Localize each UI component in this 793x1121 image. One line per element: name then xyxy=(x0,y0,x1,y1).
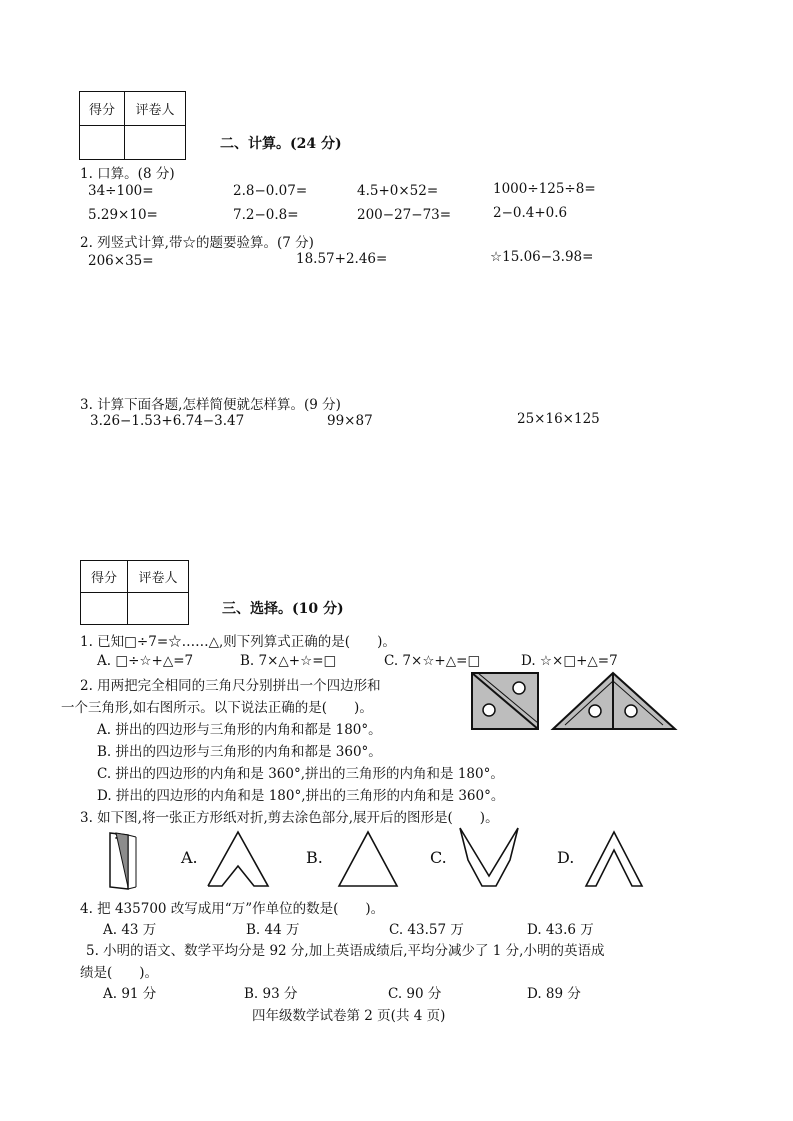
s2-q3-title: 3. 计算下面各题,怎样简便就怎样算。(9 分) xyxy=(80,397,341,413)
s3-q5-option-d: D. 89 分 xyxy=(527,986,581,1002)
s3-q3-stem: 3. 如下图,将一张正方形纸对折,剪去涂色部分,展开后的图形是( )。 xyxy=(80,810,499,826)
s3-q1-option-b: B. 7×△+☆=□ xyxy=(240,653,337,669)
s2-q1-item: 2.8−0.07= xyxy=(233,183,308,199)
page-footer: 四年级数学试卷第 2 页(共 4 页) xyxy=(252,1008,446,1024)
grader-header: 评卷人 xyxy=(128,561,189,593)
s3-q1-option-a: A. □÷☆+△=7 xyxy=(97,653,194,669)
score-table-section3 xyxy=(80,560,189,625)
s3-q5-option-c: C. 90 分 xyxy=(388,986,442,1002)
section3-title: 三、选择。(10 分) xyxy=(222,601,344,617)
s3-q4-option-a: A. 43 万 xyxy=(103,922,157,938)
s3-q4-option-b: B. 44 万 xyxy=(246,922,300,938)
s3-q2-option-d: D. 拼出的四边形的内角和是 180°,拼出的三角形的内角和是 360°。 xyxy=(97,788,505,804)
s3-q4-option-d: D. 43.6 万 xyxy=(527,922,594,938)
s2-q2-item: 206×35= xyxy=(88,253,154,269)
s2-q3-item: 3.26−1.53+6.74−3.47 xyxy=(90,413,245,429)
s2-q2-item: ☆15.06−3.98= xyxy=(490,249,594,265)
grader-cell xyxy=(125,126,186,160)
s3-q1-stem: 1. 已知□÷7=☆……△,则下列算式正确的是( )。 xyxy=(80,634,396,650)
s3-q2-option-c: C. 拼出的四边形的内角和是 360°,拼出的三角形的内角和是 180°。 xyxy=(97,766,504,782)
s3-q2-option-b: B. 拼出的四边形与三角形的内角和都是 360°。 xyxy=(97,744,382,760)
score-table-section2 xyxy=(79,91,186,160)
quadrilateral-figure xyxy=(470,671,540,731)
grader-header: 评卷人 xyxy=(125,92,186,126)
option-d-shape xyxy=(584,830,644,888)
option-a-shape xyxy=(206,830,270,888)
s2-q1-item: 1000÷125÷8= xyxy=(493,181,596,197)
s3-q5-stem-line2: 绩是( )。 xyxy=(80,965,159,981)
grader-cell xyxy=(128,593,189,625)
score-header: 得分 xyxy=(80,92,125,126)
s2-q1-item: 7.2−0.8= xyxy=(233,207,299,223)
s3-q3-label-a: A. xyxy=(181,848,198,867)
s3-q4-stem: 4. 把 435700 改写成用“万”作单位的数是( )。 xyxy=(80,901,385,917)
s2-q1-item: 34÷100= xyxy=(88,183,154,199)
s3-q4-option-c: C. 43.57 万 xyxy=(389,922,464,938)
s3-q2-stem-line1: 2. 用两把完全相同的三角尺分别拼出一个四边形和 xyxy=(80,678,381,694)
option-b-shape xyxy=(337,830,399,888)
s3-q2-option-a: A. 拼出的四边形与三角形的内角和都是 180°。 xyxy=(97,722,382,738)
s2-q3-item: 99×87 xyxy=(327,413,373,429)
s2-q1-item: 200−27−73= xyxy=(357,207,452,223)
section2-title: 二、计算。(24 分) xyxy=(220,136,342,152)
s2-q1-title: 1. 口算。(8 分) xyxy=(80,166,175,182)
s3-q3-label-c: C. xyxy=(430,848,447,867)
s3-q1-option-c: C. 7×☆+△=□ xyxy=(384,653,481,669)
s3-q2-stem-line2: 一个三角形,如右图所示。以下说法正确的是( )。 xyxy=(61,700,373,716)
s2-q3-item: 25×16×125 xyxy=(517,411,600,427)
score-cell xyxy=(81,593,128,625)
option-c-shape xyxy=(456,826,522,890)
s2-q1-item: 2−0.4+0.6 xyxy=(493,205,568,221)
s2-q1-item: 5.29×10= xyxy=(88,207,158,223)
s2-q2-item: 18.57+2.46= xyxy=(296,251,388,267)
triangle-figure xyxy=(551,671,677,731)
folded-paper-figure xyxy=(106,831,142,891)
s2-q1-item: 4.5+0×52= xyxy=(357,183,439,199)
s3-q5-stem-line1: 5. 小明的语文、数学平均分是 92 分,加上英语成绩后,平均分减少了 1 分,小明的英语成 xyxy=(86,943,605,959)
s3-q5-option-b: B. 93 分 xyxy=(244,986,298,1002)
s3-q1-option-d: D. ☆×□+△=7 xyxy=(521,653,618,669)
score-cell xyxy=(80,126,125,160)
score-header: 得分 xyxy=(81,561,128,593)
s3-q3-label-b: B. xyxy=(306,848,323,867)
s2-q2-title: 2. 列竖式计算,带☆的题要验算。(7 分) xyxy=(80,235,314,251)
s3-q3-label-d: D. xyxy=(557,848,575,867)
s3-q5-option-a: A. 91 分 xyxy=(103,986,157,1002)
